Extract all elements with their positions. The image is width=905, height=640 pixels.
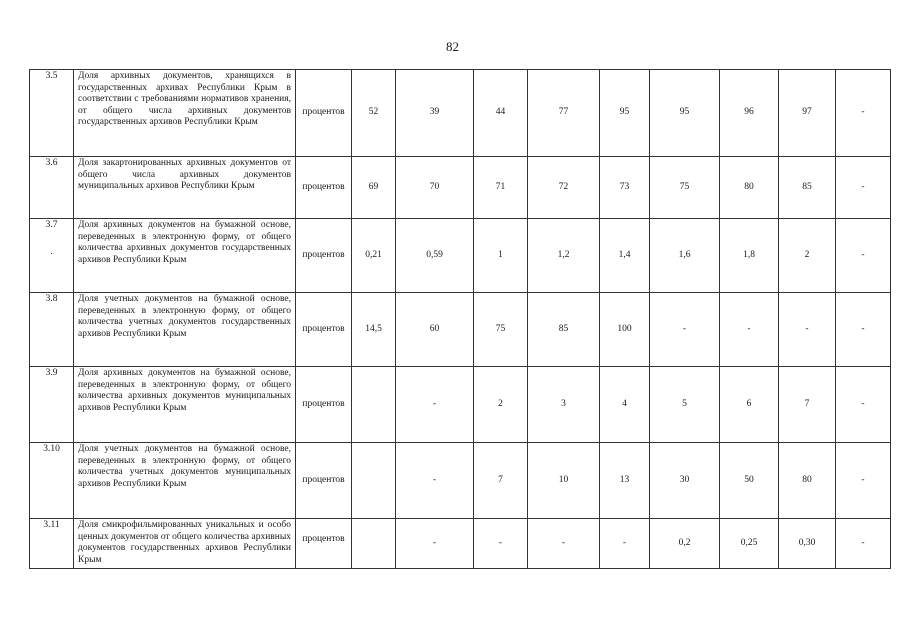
row-unit: процентов (296, 157, 352, 219)
row-value: 2 (474, 367, 528, 443)
row-value: 75 (650, 157, 720, 219)
row-value: - (600, 519, 650, 569)
row-value: 52 (352, 70, 396, 157)
row-value: - (836, 219, 891, 293)
row-number: 3.11 (30, 519, 74, 569)
row-value: - (528, 519, 600, 569)
row-value: - (836, 70, 891, 157)
row-unit: процентов (296, 519, 352, 569)
row-value: - (836, 519, 891, 569)
row-value: 80 (779, 443, 836, 519)
row-value: 1,2 (528, 219, 600, 293)
row-value: 97 (779, 70, 836, 157)
row-value: 14,5 (352, 293, 396, 367)
row-value: 1,4 (600, 219, 650, 293)
row-value: 0,30 (779, 519, 836, 569)
row-value: 0,2 (650, 519, 720, 569)
row-value: 70 (396, 157, 474, 219)
row-value: 95 (600, 70, 650, 157)
row-number: 3.6 (30, 157, 74, 219)
row-value: - (779, 293, 836, 367)
row-value: - (720, 293, 779, 367)
row-value: 5 (650, 367, 720, 443)
row-value: - (396, 519, 474, 569)
row-value: 50 (720, 443, 779, 519)
row-description: Доля архивных документов на бумажной основе, переведенных в электронную форму, от общего количества архивных документов муниципальных архивов Республики Крым (74, 367, 296, 443)
row-description: Доля учетных документов на бумажной основе, переведенных в электронную форму, от общего количества учетных документов муниципальных архивов Республики Крым (74, 443, 296, 519)
table-row (30, 219, 891, 293)
row-description: Доля смикрофильмированных уникальных и особо ценных документов от общего количества архивных документов государственных архивов Республики Крым (74, 519, 296, 569)
row-description: Доля архивных документов, хранящихся в государственных архивах Республики Крым в соответствии с требованиями нормативов хранения, от общего числа архивных документов государственных архивов Республики Крым (74, 70, 296, 157)
row-value (352, 519, 396, 569)
row-unit: процентов (296, 367, 352, 443)
row-number: 3.5 (30, 70, 74, 157)
table-body (30, 70, 891, 569)
row-value: - (396, 443, 474, 519)
row-value (352, 443, 396, 519)
row-value: 71 (474, 157, 528, 219)
row-value: - (836, 293, 891, 367)
row-value: 2 (779, 219, 836, 293)
row-description: Доля учетных документов на бумажной основе, переведенных в электронную форму, от общего количества учетных документов государственных архивов Республики Крым (74, 293, 296, 367)
row-number: 3.8 (30, 293, 74, 367)
table-row (30, 157, 891, 219)
row-value: - (836, 157, 891, 219)
table-row (30, 293, 891, 367)
row-value: 10 (528, 443, 600, 519)
table-row (30, 367, 891, 443)
row-value: 96 (720, 70, 779, 157)
row-value: 95 (650, 70, 720, 157)
row-value: 44 (474, 70, 528, 157)
row-value: 13 (600, 443, 650, 519)
row-value: - (396, 367, 474, 443)
row-value: 1 (474, 219, 528, 293)
row-value: 72 (528, 157, 600, 219)
row-unit: процентов (296, 219, 352, 293)
row-value: 73 (600, 157, 650, 219)
row-value: 7 (779, 367, 836, 443)
row-description: Доля архивных документов на бумажной основе, переведенных в электронную форму, от общего количества архивных документов государственных архивов Республики Крым (74, 219, 296, 293)
page-number: 82 (446, 39, 459, 54)
row-number-mark: . (50, 246, 53, 257)
row-description: Доля закартонированных архивных документов от общего числа архивных документов муниципальных архивов Республики Крым (74, 157, 296, 219)
row-value: 77 (528, 70, 600, 157)
row-value: 7 (474, 443, 528, 519)
row-unit: процентов (296, 443, 352, 519)
row-value: 1,6 (650, 219, 720, 293)
row-unit: процентов (296, 70, 352, 157)
row-number: 3.10 (30, 443, 74, 519)
row-value: - (650, 293, 720, 367)
row-value: - (836, 367, 891, 443)
row-unit: процентов (296, 293, 352, 367)
row-value: 85 (528, 293, 600, 367)
row-number: 3.9 (30, 367, 74, 443)
row-value: 69 (352, 157, 396, 219)
row-value: 30 (650, 443, 720, 519)
row-value: - (474, 519, 528, 569)
row-value: 0,25 (720, 519, 779, 569)
table-row (30, 443, 891, 519)
row-value: 80 (720, 157, 779, 219)
table-row (30, 70, 891, 157)
table-row (30, 519, 891, 569)
row-value: 0,59 (396, 219, 474, 293)
indicators-table (29, 69, 891, 569)
row-value: - (836, 443, 891, 519)
row-value: 60 (396, 293, 474, 367)
row-value: 1,8 (720, 219, 779, 293)
row-value: 4 (600, 367, 650, 443)
row-number-text: 3.7 (45, 220, 58, 230)
row-value: 75 (474, 293, 528, 367)
row-value: 6 (720, 367, 779, 443)
row-value: 85 (779, 157, 836, 219)
row-value: 39 (396, 70, 474, 157)
row-value: 3 (528, 367, 600, 443)
row-value: 100 (600, 293, 650, 367)
row-value (352, 367, 396, 443)
row-value: 0,21 (352, 219, 396, 293)
row-number (30, 219, 74, 293)
